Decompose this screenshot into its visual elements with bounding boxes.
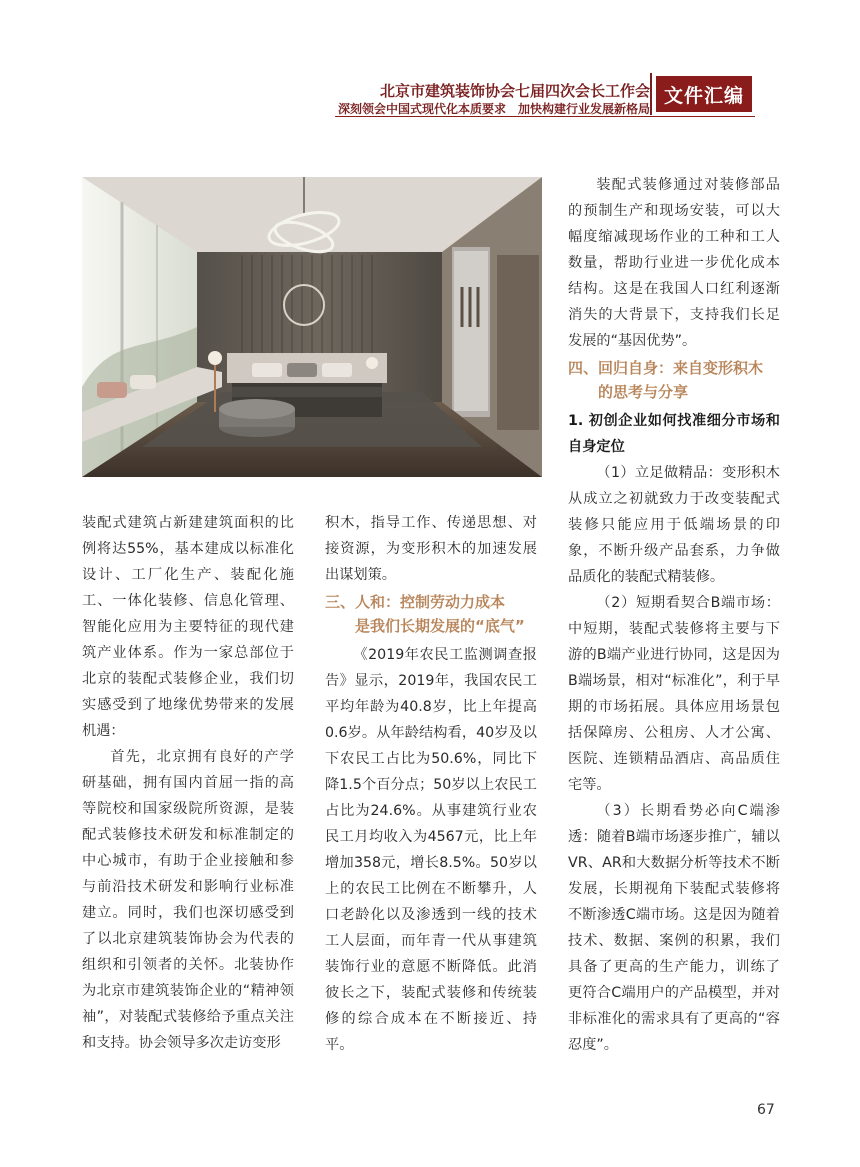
list-item: （1）立足做精品：变形积木从成立之初就致力于改变装配式装修只能应用于低端场景的印象，不断升级产品套系，力争做品质化的装配式精装修。 (568, 465, 780, 585)
paragraph: 《2019年农民工监测调查报告》显示，2019年，我国农民工平均年龄为40.8岁，比上年提高0.6岁。从年龄结构看，40岁及以下农民工占比为50.6%，同比下降1.5个百分点；50岁以上农民工占比为24.6%。从事建筑行业农民工月均收入为4567元，比上年增加358元，增长8.5%。50岁以上的农民工比例在不断攀升，人口老龄化以及渗透到一线的技术工人层面，而年青一代从事建筑装饰行业的意愿不断降低。此消彼长之下，装配式装修和传统装修的综合成本在不断接近、持平。 (325, 647, 537, 1053)
list-item: （3）长期看势必向C端渗透：随着B端市场逐步推广，辅以VR、AR和大数据分析等技术不断发展，长期视角下装配式装修将不断渗透C端市场。这是因为随着技术、数据、案例的积累，我们具备了更高的生产能力，训练了更符合C端用户的产品模型，并对非标准化的需求具有了更高的“容忍度”。 (568, 803, 780, 1053)
section-heading (325, 590, 537, 638)
section-heading-line1: 三、人和：控制劳动力成本 (325, 593, 506, 611)
column-middle (325, 510, 537, 1058)
section-heading-line2: 的思考与分享 (598, 383, 689, 401)
section-heading-line1: 四、回归自身：来自变形积木 (568, 359, 764, 377)
list-item: （2）短期看契合B端市场：中短期，装配式装修将主要与下游的B端产业进行协同，这是因为B端场景，相对“标准化”，利于早期的市场拓展。具体应用场景包括保障房、公租房、人才公寓、医院、连锁精品酒店、高品质住宅等。 (568, 595, 780, 793)
paragraph: 装配式建筑占新建建筑面积的比例将达55%，基本建成以标准化设计、工厂化生产、装配化施工、一体化装修、信息化管理、智能化应用为主要特征的现代建筑产业体系。作为一家总部位于北京的装配式装修企业，我们切实感受到了地缘优势带来的发展机遇： (82, 515, 294, 739)
header-underline (335, 116, 755, 117)
header-divider (650, 73, 652, 115)
page-number: 67 (757, 1102, 775, 1118)
paragraph: 首先，北京拥有良好的产学研基础，拥有国内首屈一指的高等院校和国家级院所资源，是装配式装修技术研发和标准制定的中心城市，有助于企业接触和参与前沿技术研发和影响行业标准建立。同时，我们也深切感受到了以北京建筑装饰协会为代表的组织和引领者的关怀。北装协作为北京市建筑装饰企业的“精神领袖”，对装配式装修给予重点关注和支持。协会领导多次走访变形 (82, 749, 294, 1051)
header-subtitle: 深刻领会中国式现代化本质要求 加快构建行业发展新格局 (337, 102, 650, 116)
subsection-heading: 1. 初创企业如何找准细分市场和自身定位 (568, 413, 780, 455)
paragraph: 装配式装修通过对装修部品的预制生产和现场安装，可以大幅度缩减现场作业的工种和工人数量，帮助行业进一步优化成本结构。这是在我国人口红利逐渐消失的大背景下，支持我们长足发展的“基因优势”。 (568, 177, 780, 349)
section-heading-line2: 是我们长期发展的“底气” (355, 617, 525, 635)
page-header (0, 72, 860, 116)
section-heading (568, 356, 780, 404)
bedroom-photo (82, 177, 542, 477)
column-left (82, 510, 294, 1056)
section-badge: 文件汇编 (656, 76, 752, 112)
paragraph: 积木，指导工作、传递思想、对接资源，为变形积木的加速发展出谋划策。 (325, 515, 537, 583)
header-title: 北京市建筑装饰协会七届四次会长工作会 (379, 82, 650, 100)
column-right (568, 172, 780, 1058)
